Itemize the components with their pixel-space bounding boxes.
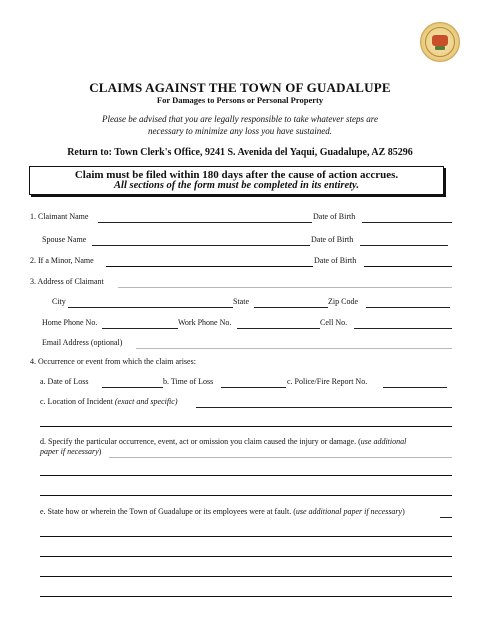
fault-field-line-2[interactable] (40, 536, 452, 537)
specify-hint: use additional (360, 437, 407, 446)
spouse-dob-field[interactable] (360, 245, 448, 246)
address-field[interactable] (118, 287, 452, 288)
specify-hint-2: paper if necessary (40, 447, 99, 456)
specify-label: d. Specify the particular occurrence, event, act or omission you claim caused the injury or damage. ( (40, 437, 361, 446)
home-phone-field[interactable] (102, 328, 178, 329)
city-field[interactable] (68, 307, 233, 308)
filing-notice-box (29, 166, 444, 195)
specify-field-line-1[interactable] (109, 457, 452, 458)
police-report-label: c. Police/Fire Report No. (287, 377, 368, 386)
email-label: Email Address (optional) (42, 338, 123, 347)
date-of-loss-label: a. Date of Loss (40, 377, 89, 386)
claimant-name-label: 1. Claimant Name (30, 212, 89, 221)
fault-field-line-1[interactable] (440, 517, 452, 518)
specify-field-line-3[interactable] (40, 495, 452, 496)
specify-field-line-2[interactable] (40, 475, 452, 476)
cell-no-field[interactable] (354, 328, 452, 329)
claimant-dob-label: Date of Birth (313, 212, 356, 221)
cell-no-label: Cell No. (320, 318, 348, 327)
date-of-loss-field[interactable] (102, 387, 163, 388)
fault-field-line-3[interactable] (40, 556, 452, 557)
location-field-line-2[interactable] (40, 426, 452, 427)
state-field[interactable] (254, 307, 328, 308)
email-field[interactable] (136, 348, 452, 349)
return-address: Return to: Town Clerk's Office, 9241 S. Avenida del Yaqui, Guadalupe, AZ 85296 (67, 147, 413, 158)
work-phone-label: Work Phone No. (178, 318, 232, 327)
location-field[interactable] (196, 407, 452, 408)
minor-name-label: 2. If a Minor, Name (30, 256, 94, 265)
page-subtitle: For Damages to Persons or Personal Property (156, 95, 324, 105)
spouse-dob-label: Date of Birth (311, 235, 354, 244)
location-hint: (exact and specific) (114, 397, 178, 406)
zip-code-field[interactable] (366, 307, 450, 308)
completion-notice-text: All sections of the form must be completed in its entirety. (114, 180, 359, 191)
state-label: State (233, 297, 249, 306)
police-report-field[interactable] (383, 387, 447, 388)
filing-deadline-text: Claim must be filed within 180 days after the cause of action accrues. (74, 169, 399, 181)
spouse-name-field[interactable] (92, 245, 310, 246)
minor-dob-label: Date of Birth (314, 256, 357, 265)
location-label: c. Location of Incident (40, 397, 115, 406)
zip-code-label: Zip Code (328, 297, 358, 306)
occurrence-label: 4. Occurrence or event from which the claim arises: (30, 357, 196, 366)
fault-label: e. State how or wherein the Town of Guadalupe or its employees were at fault. ( (40, 507, 296, 516)
fault-field-line-4[interactable] (40, 576, 452, 577)
time-of-loss-label: b. Time of Loss (163, 377, 214, 386)
minor-dob-field[interactable] (364, 266, 452, 267)
time-of-loss-field[interactable] (221, 387, 286, 388)
fault-field-line-5[interactable] (40, 596, 452, 597)
claimant-name-field[interactable] (98, 222, 312, 223)
city-label: City (52, 297, 66, 306)
fault-hint: use additional paper if necessary (295, 507, 403, 516)
page-title: CLAIMS AGAINST THE TOWN OF GUADALUPE (89, 80, 391, 95)
claimant-dob-field[interactable] (362, 222, 452, 223)
address-label: 3. Address of Claimant (30, 277, 104, 286)
home-phone-label: Home Phone No. (42, 318, 98, 327)
work-phone-field[interactable] (237, 328, 320, 329)
advice-text: Please be advised that you are legally responsible to take whatever steps are necessary to minimize any loss you have sustained. (102, 114, 378, 136)
spouse-name-label: Spouse Name (42, 235, 87, 244)
town-seal-icon (420, 22, 460, 62)
minor-name-field[interactable] (106, 266, 313, 267)
